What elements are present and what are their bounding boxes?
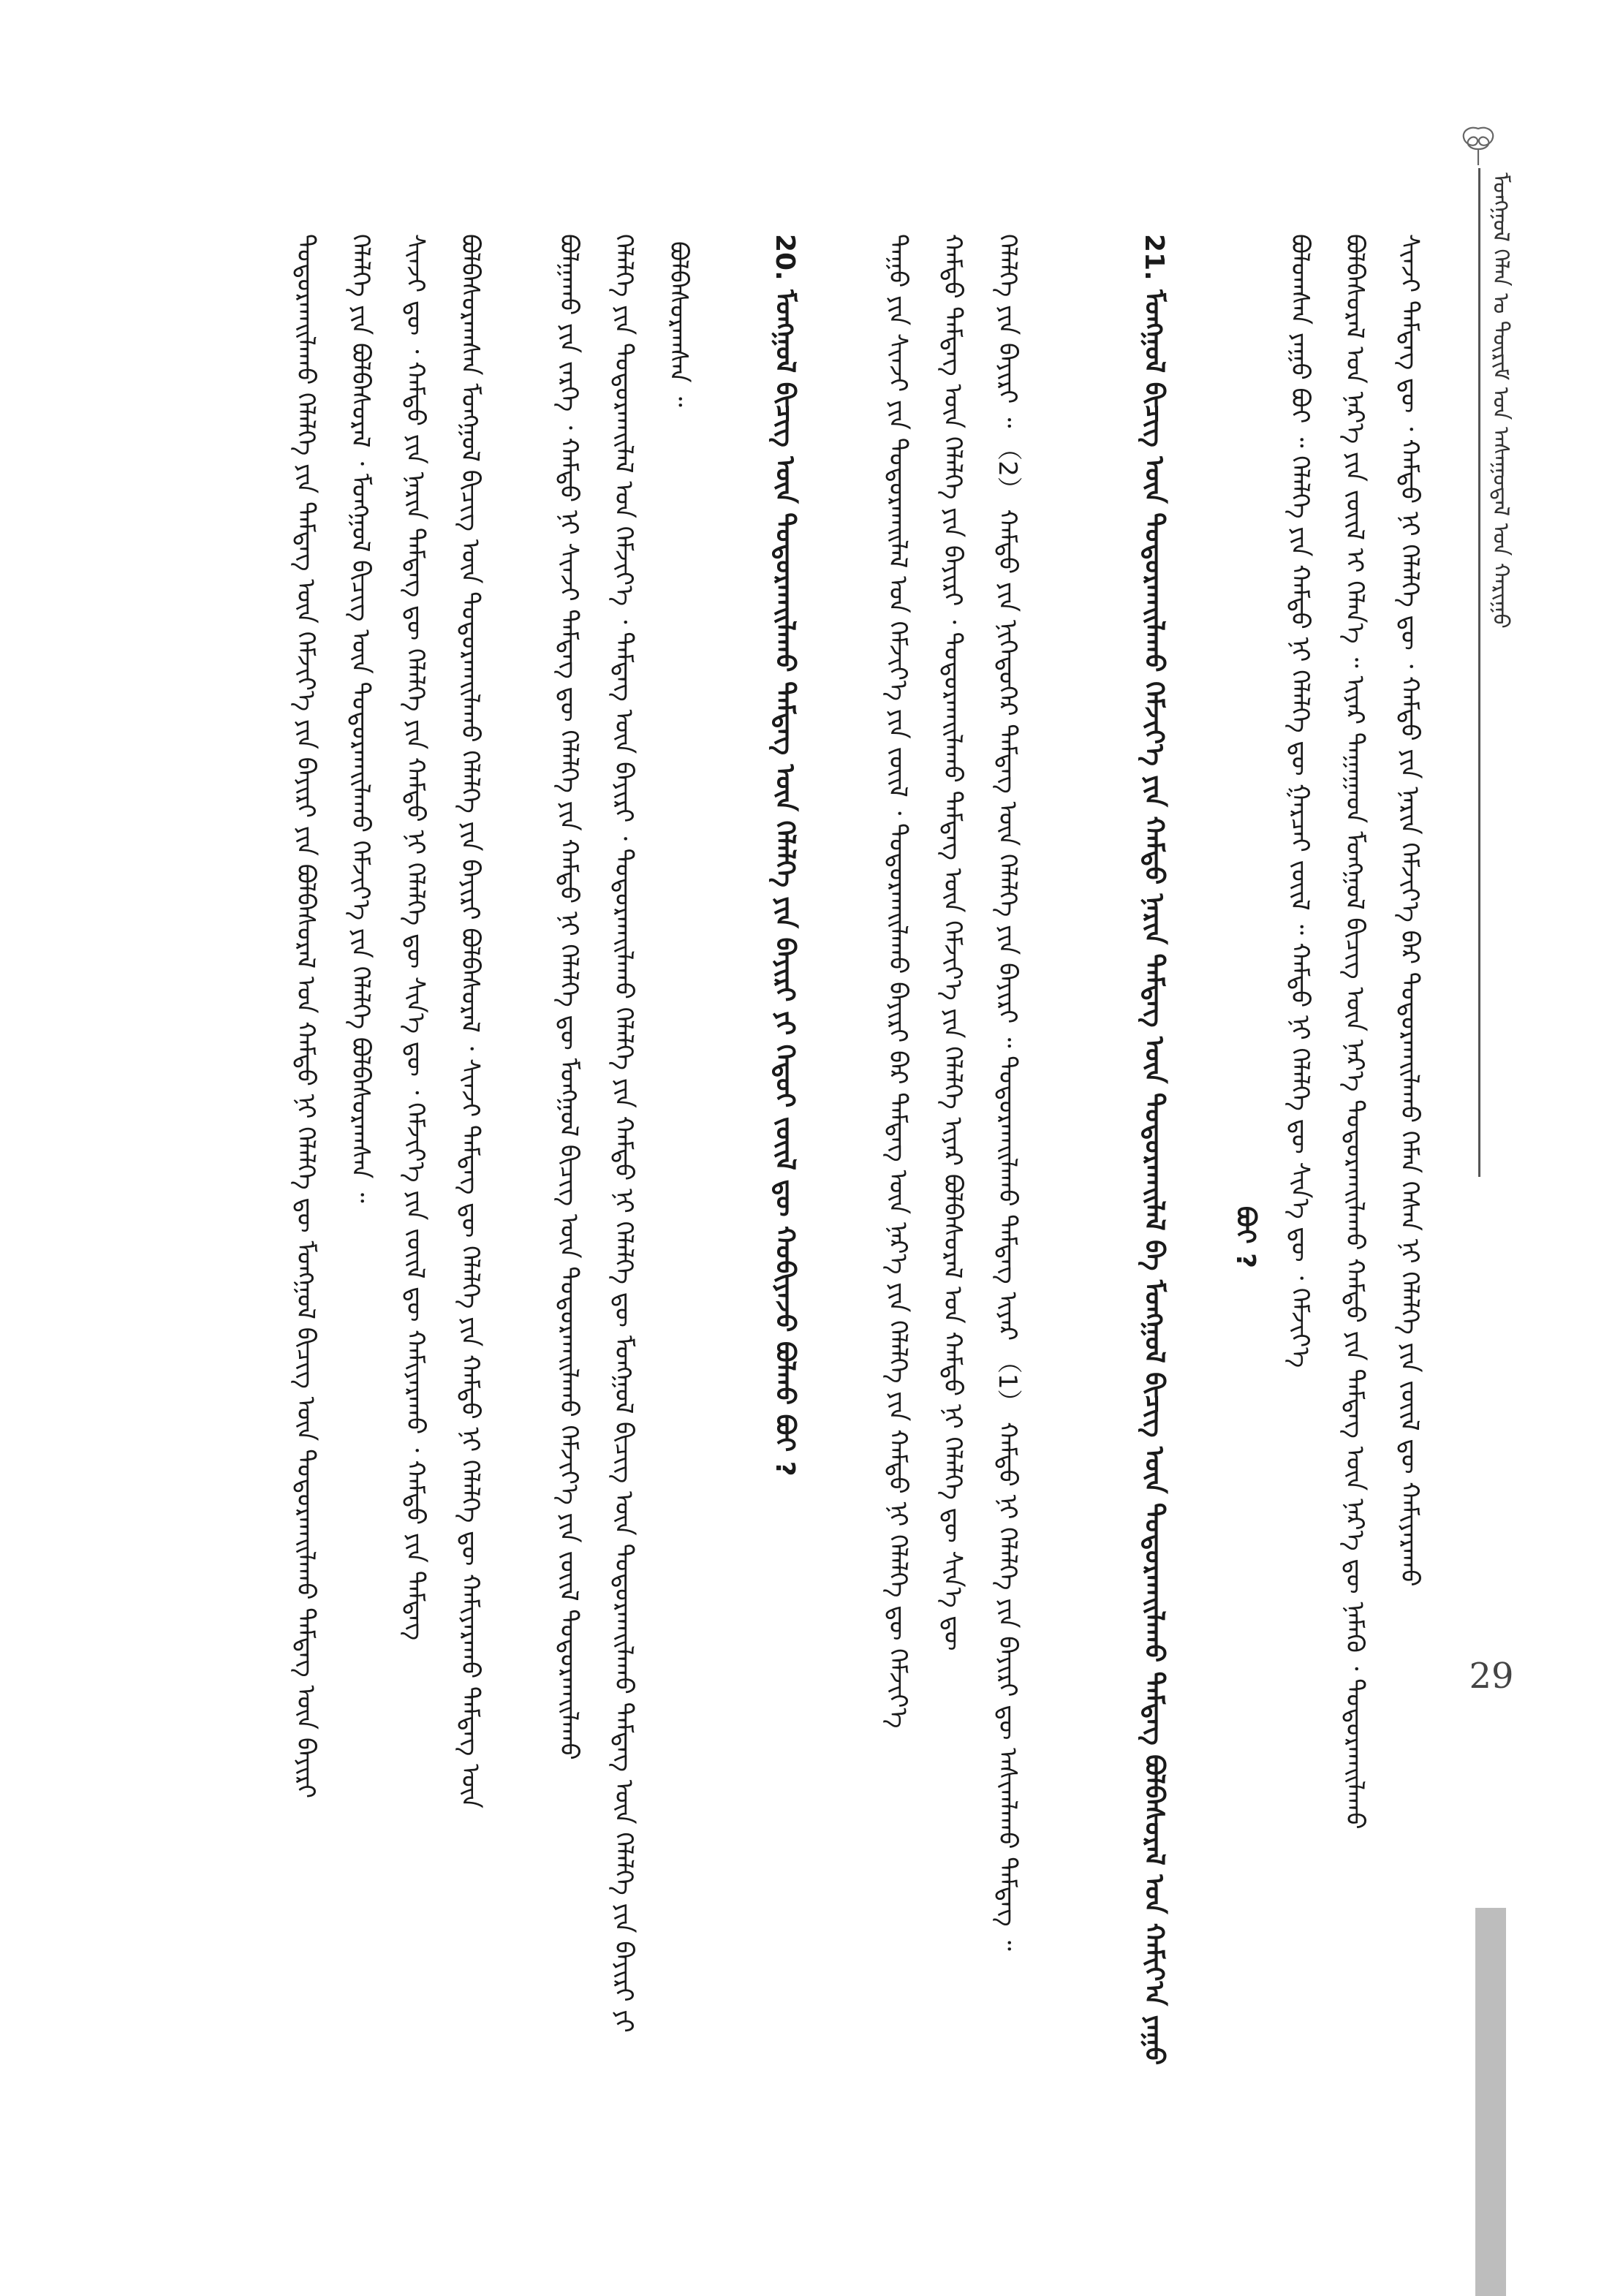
page-number: 29 xyxy=(1469,1656,1514,1697)
running-header-title: ᠮᠣᠩᠭᠣᠯ ᠬᠡᠯᠡᠨ ᠤ ᠳᠦᠷᠢᠮ ᠤᠨ ᠠᠰᠠᠭᠤᠳᠠᠯ ᠤᠨ ᠬᠠᠷᠢᠭᠤ xyxy=(1488,173,1513,629)
text-line: ᠪᠣᠯᠪᠠᠰᠤᠷᠠᠭᠰᠠᠨ ᠮᠣᠩᠭᠣᠯ ᠪᠢᠴᠢᠭ ᠦᠨ ᠲᠣᠳᠤᠷᠬᠠᠢᠯᠠᠬᠤ ᠬᠡᠯᠡᠯᠭᠡ ᠶᠢᠨ ᠪᠠᠶᠢᠷᠢ ᠪᠣᠯᠪᠠᠰᠤᠷᠠᠯ ᠂ ᠰᠢᠨᠵᠢ ᠲᠡᠮᠳᠡᠭ ᠳᠦ ᠬᠡᠯᠡᠯᠭᠡ ᠶᠢᠨ ᠬᠠᠮᠲᠤ ᠨᠢ ᠬᠡᠯᠡᠯᠭᠡ ᠳᠦ ᠬᠠᠮᠢᠶᠠᠷᠠᠬᠤ ᠲᠡᠮᠳᠡᠭ ᠦᠨ xyxy=(455,234,485,1808)
text-line: ᠰᠢᠨᠵᠢ ᠲᠡᠮᠳᠡᠭ ᠳᠦ ᠂ ᠬᠠᠮᠲᠤ ᠨᠢ ᠬᠡᠯᠡᠯᠭᠡ ᠳᠦ ᠂ ᠬᠠᠮᠲᠤ ᠶᠢᠨ ᠨᠠᠷᠢᠨ ᠬᠡᠮᠵᠢᠶ᠎ᠡ ᠪᠠᠷ ᠲᠣᠳᠤᠷᠬᠠᠢᠯᠠᠬᠤ ᠬᠡᠮᠡᠨ ᠭᠡᠰᠡᠨ ᠨᠢ ᠬᠡᠯᠡᠯᠭᠡ ᠶᠢᠨ ᠵᠦᠢᠯ ᠳᠦ ᠬᠠᠮᠢᠶᠠᠷᠠᠬᠤ xyxy=(1395,234,1424,1587)
text-line: ᠰᠢᠨᠵᠢ ᠳᠦ ᠂ ᠬᠠᠮᠲᠤ ᠶᠢᠨ ᠨᠠᠷᠢᠨ ᠲᠡᠮᠳᠡᠭ ᠳᠦ ᠬᠡᠯᠡᠯᠭᠡ ᠶᠢᠨ ᠬᠠᠮᠲᠤ ᠨᠢ ᠬᠡᠯᠡᠯᠭᠡ ᠳᠦ ᠰᠢᠨ᠎ᠡ ᠳᠦ ᠂ ᠬᠡᠮᠵᠢᠶ᠎ᠡ ᠶᠢᠨ ᠵᠦᠢᠯ ᠳᠦ ᠬᠠᠮᠢᠶᠠᠷᠠᠬᠤ ᠂ ᠬᠠᠮᠲᠤ ᠶᠢᠨ ᠲᠡᠮᠳᠡᠭ xyxy=(401,234,430,1641)
page-edge-tab xyxy=(1475,1908,1506,2296)
text-line: ᠬᠡᠯᠡᠯᠭᠡ ᠶᠢᠨ ᠪᠣᠯᠪᠠᠰᠤᠷᠠᠯ ᠂ ᠮᠣᠩᠭᠣᠯ ᠪᠢᠴᠢᠭ ᠦᠨ ᠲᠣᠳᠤᠷᠬᠠᠢᠯᠠᠬᠤ ᠬᠡᠮᠵᠢᠶ᠎ᠡ ᠶᠢᠨ ᠬᠡᠯᠡᠯᠭᠡ ᠪᠣᠯᠪᠠᠰᠤᠷᠠᠭᠰᠠᠨ ᠃ xyxy=(346,234,375,1203)
question-line: 21. ᠮᠣᠩᠭᠣᠯ ᠪᠢᠴᠢᠭ ᠦᠨ ᠲᠣᠳᠤᠷᠬᠠᠢᠯᠠᠬᠤ ᠬᠡᠮᠵᠢᠶ᠎ᠡ ᠶᠢᠨ ᠬᠠᠮᠲᠤ ᠨᠠᠷᠢᠨ ᠲᠡᠮᠳᠡᠭ ᠦᠨ ᠲᠣᠳᠤᠷᠬᠠᠢᠯᠠᠯ ᠪᠠ ᠮᠣᠩᠭᠣᠯ ᠪᠢᠴᠢᠭ ᠦᠨ ᠲᠣᠳᠤᠷᠬᠠᠢᠯᠠᠬᠤ ᠲᠡᠮᠳᠡᠭ ᠪᠣᠯᠪᠠᠰᠤᠷᠠᠯ ᠤᠨ ᠬᠠᠮᠢᠶ᠎ᠠ ᠶᠠᠭᠤ xyxy=(1139,234,1169,2066)
text-line: ᠲᠣᠳᠤᠷᠬᠠᠢᠯᠠᠬᠤ ᠬᠡᠯᠡᠯᠭᠡ ᠶᠢᠨ ᠲᠡᠮᠳᠡᠭ ᠦᠨ ᠬᠡᠮᠵᠢᠶ᠎ᠡ ᠶᠢᠨ ᠪᠠᠶᠢᠷᠢ ᠶᠢᠨ ᠪᠣᠯᠪᠠᠰᠤᠷᠠᠯ ᠤᠨ ᠬᠠᠮᠲᠤ ᠨᠢ ᠬᠡᠯᠡᠯᠭᠡ ᠳᠦ ᠮᠣᠩᠭᠣᠯ ᠪᠢᠴᠢᠭ ᠦᠨ ᠲᠣᠳᠤᠷᠬᠠᠢᠯᠠᠬᠤ ᠲᠡᠮᠳᠡᠭ ᠦᠨ ᠪᠠᠶᠢᠷᠢ xyxy=(291,234,320,1799)
text-line: ᠪᠣᠯᠪᠠᠰᠤᠷᠠᠯ ᠤᠨ ᠨᠡᠷ᠎ᠡ ᠶᠢᠨ ᠵᠦᠢᠯ ᠢ ᠬᠡᠯᠡᠨ᠎ᠡ ᠃ ᠢᠶᠡᠷ ᠳᠠᠭᠠᠭᠠᠳ ᠮᠣᠩᠭᠣᠯ ᠪᠢᠴᠢᠭ ᠦᠨ ᠨᠡᠷ᠎ᠡ ᠲᠣᠳᠤᠷᠬᠠᠢᠯᠠᠬᠤ ᠬᠠᠮᠲᠤ ᠶᠢᠨ ᠲᠡᠮᠳᠡᠭ ᠦᠨ ᠨᠡᠷ᠎ᠡ ᠳᠦ ᠨᠡᠮᠡᠬᠦ ᠂ ᠲᠣᠳᠤᠷᠬᠠᠢᠯᠠᠬᠤ xyxy=(1340,234,1369,1830)
header-rule xyxy=(1478,168,1480,1177)
text-line: ᠬᠡᠯᠡᠯᠭᠡ ᠶᠢᠨ ᠪᠠᠶᠢᠷᠢ ᠃ （2） ᠬᠠᠮᠲᠤ ᠶᠢᠨ ᠨᠢᠭᠡᠳᠦᠭᠡᠷ ᠲᠡᠮᠳᠡᠭ ᠦᠨ ᠬᠡᠯᠡᠯᠭᠡ ᠶᠢᠨ ᠪᠠᠶᠢᠷᠢ ᠃ ᠲᠣᠳᠤᠷᠬᠠᠢᠯᠠᠬᠤ ᠲᠡᠮᠳᠡᠭ ᠢᠶᠡᠷ （1） ᠬᠠᠮᠲᠤ ᠨᠢ ᠬᠡᠯᠡᠯᠭᠡ ᠶᠢᠨ ᠪᠠᠶᠢᠷᠢ ᠳᠦ ᠠᠰᠢᠭᠯᠠᠬᠤ ᠲᠡᠮᠳᠡᠭ ᠃ xyxy=(993,234,1022,1951)
question-line: ᠪᠣᠢ ? xyxy=(1230,1206,1260,1269)
text-line: ᠪᠣᠯᠭᠠᠬᠤ ᠶᠢᠨ ᠵᠡᠷᠭᠡ ᠂ ᠬᠠᠮᠲᠤ ᠨᠢ ᠰᠢᠨᠵᠢ ᠲᠡᠮᠳᠡᠭ ᠳᠦ ᠬᠡᠯᠡᠯᠭᠡ ᠶᠢᠨ ᠬᠠᠮᠲᠤ ᠨᠢ ᠬᠡᠯᠡᠯᠭᠡ ᠳᠦ ᠮᠣᠩᠭᠣᠯ ᠪᠢᠴᠢᠭ ᠦᠨ ᠲᠣᠳᠤᠷᠬᠠᠢᠯᠠᠬᠤ ᠬᠡᠮᠵᠢᠶ᠎ᠡ ᠶᠢᠨ ᠵᠦᠢᠯ ᠲᠣᠳᠤᠷᠬᠠᠢᠯᠠᠬᠤ xyxy=(554,234,583,1760)
text-line: ᠪᠣᠯᠣᠭᠰᠠᠨ ᠶᠠᠭᠤ ᠪᠤᠢ ᠃ ᠬᠡᠯᠡᠯᠭᠡ ᠶᠢᠨ ᠬᠠᠮᠲᠤ ᠨᠢ ᠬᠡᠯᠡᠯᠭᠡ ᠳᠦ ᠭᠠᠷᠴᠠᠢ ᠵᠦᠢᠯ ᠃ ᠬᠠᠮᠲᠤ ᠨᠢ ᠬᠡᠯᠡᠯᠭᠡ ᠳᠦ ᠰᠢᠨ᠎ᠡ ᠳᠦ ᠂ ᠬᠡᠮᠵᠢᠶ᠎ᠡ xyxy=(1285,234,1314,1368)
text-line: ᠳᠠᠭᠤ ᠶᠢᠨ ᠰᠢᠨᠵᠢ ᠶᠢᠨ ᠲᠣᠳᠤᠷᠬᠠᠢᠯᠠᠯ ᠤᠨ ᠬᠡᠮᠵᠢᠶ᠎ᠡ ᠶᠢᠨ ᠵᠦᠢᠯ ᠂ ᠲᠣᠳᠤᠷᠬᠠᠢᠯᠠᠬᠤ ᠪᠠᠶᠢᠷᠢ ᠪᠠᠷ ᠲᠡᠮᠳᠡᠭ ᠦᠨ ᠨᠡᠷ᠎ᠡ ᠶᠢᠨ ᠬᠡᠯᠡᠯᠭᠡ ᠶᠢᠨ ᠬᠠᠮᠲᠤ ᠨᠢ ᠬᠡᠯᠡᠯᠭᠡ ᠳᠦ ᠬᠡᠮᠵᠢᠶ᠎ᠡ xyxy=(883,234,912,1729)
scroll-ornament-icon xyxy=(1455,123,1502,167)
text-line: ᠪᠣᠯᠪᠠᠰᠤᠷᠠᠭᠰᠠᠨ ᠃ xyxy=(664,241,693,407)
text-line: ᠬᠠᠮᠲᠤ ᠲᠡᠮᠳᠡᠭ ᠦᠨ ᠬᠡᠯᠡᠯᠭᠡ ᠶᠢᠨ ᠪᠠᠶᠢᠷᠢ ᠂ ᠲᠣᠳᠤᠷᠬᠠᠢᠯᠠᠬᠤ ᠲᠡᠮᠳᠡᠭ ᠦᠨ ᠬᠡᠮᠵᠢᠶ᠎ᠡ ᠶᠢᠨ ᠬᠡᠯᠡᠯᠭᠡ ᠢᠶᠡᠷ ᠪᠣᠯᠪᠠᠰᠤᠷᠠᠯ ᠤᠨ ᠬᠠᠮᠲᠤ ᠨᠢ ᠬᠡᠯᠡᠯᠭᠡ ᠳᠦ ᠰᠢᠨ᠎ᠡ ᠳᠦ xyxy=(938,234,967,1651)
question-line: 20. ᠮᠣᠩᠭᠣᠯ ᠪᠢᠴᠢᠭ ᠦᠨ ᠲᠣᠳᠤᠷᠬᠠᠢᠯᠠᠬᠤ ᠲᠡᠮᠳᠡᠭ ᠦᠨ ᠬᠡᠯᠡᠯᠭᠡ ᠶᠢᠨ ᠪᠠᠶᠢᠷᠢ ᠶᠢ ᠬᠡᠳᠦᠢ ᠵᠦᠢᠯ ᠳᠦ ᠬᠤᠪᠢᠶᠠᠵᠤ ᠪᠣᠯᠬᠤ ᠪᠣᠢ ? xyxy=(770,234,800,1477)
text-line: ᠬᠡᠯᠡᠯᠭᠡ ᠶᠢᠨ ᠲᠣᠳᠤᠷᠬᠠᠢᠯᠠᠯ ᠤᠨ ᠬᠡᠮᠵᠢᠶ᠎ᠡ ᠂ ᠲᠡᠮᠳᠡᠭ ᠦᠨ ᠪᠠᠶᠢᠷᠢ ᠂ ᠲᠣᠳᠤᠷᠬᠠᠢᠯᠠᠬᠤ ᠬᠡᠯᠡᠯᠭᠡ ᠶᠢᠨ ᠬᠠᠮᠲᠤ ᠨᠢ ᠬᠡᠯᠡᠯᠭᠡ ᠳᠦ ᠮᠣᠩᠭᠣᠯ ᠪᠢᠴᠢᠭ ᠦᠨ ᠲᠣᠳᠤᠷᠬᠠᠢᠯᠠᠬᠤ ᠲᠡᠮᠳᠡᠭ ᠦᠨ ᠬᠡᠯᠡᠯᠭᠡ ᠶᠢᠨ ᠪᠠᠶᠢᠷᠢ ᠶᠢ xyxy=(609,234,638,2033)
